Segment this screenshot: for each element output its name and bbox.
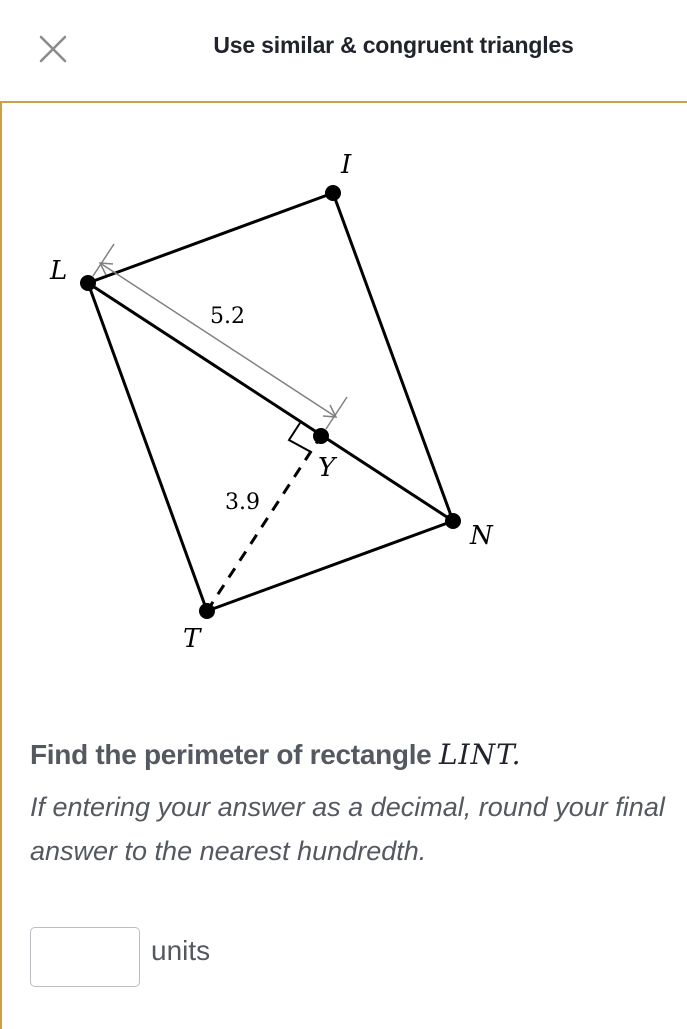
vertex-T-point — [199, 603, 215, 619]
vertex-L-point — [80, 275, 96, 291]
vertex-I-point — [325, 185, 341, 201]
exercise-title: Use similar & congruent triangles — [213, 32, 574, 58]
exercise-content — [0, 103, 686, 1029]
measure-TY: 3.9 — [225, 490, 260, 515]
question-title — [30, 738, 670, 771]
question-title-text: Find the perimeter of rectangle — [30, 739, 439, 770]
vertex-Y-point — [313, 428, 329, 444]
answer-input[interactable] — [30, 927, 140, 987]
close-button[interactable] — [34, 30, 72, 68]
question-title-period: . — [511, 738, 522, 771]
header-bar — [0, 0, 687, 103]
rectangle-name: LINT — [438, 738, 512, 771]
label-I: I — [341, 150, 352, 180]
question-instructions: If entering your answer as a decimal, round your final answer to the nearest hundredth. — [30, 792, 665, 866]
dimension-line-LY — [100, 263, 336, 417]
label-L: L — [50, 256, 68, 286]
measure-LY: 5.2 — [210, 304, 245, 329]
label-N: N — [470, 521, 493, 551]
altitude-TY — [207, 436, 321, 611]
label-T: T — [183, 624, 201, 654]
side-LI — [88, 193, 333, 283]
side-TL — [88, 283, 207, 611]
diagonal-LN — [88, 283, 453, 521]
label-Y: Y — [318, 453, 336, 483]
close-icon — [38, 34, 68, 64]
vertex-N-point — [445, 513, 461, 529]
units-label: units — [151, 935, 211, 966]
rectangle-diagram — [2, 103, 686, 703]
side-IN — [333, 193, 453, 521]
side-NT — [207, 521, 453, 611]
